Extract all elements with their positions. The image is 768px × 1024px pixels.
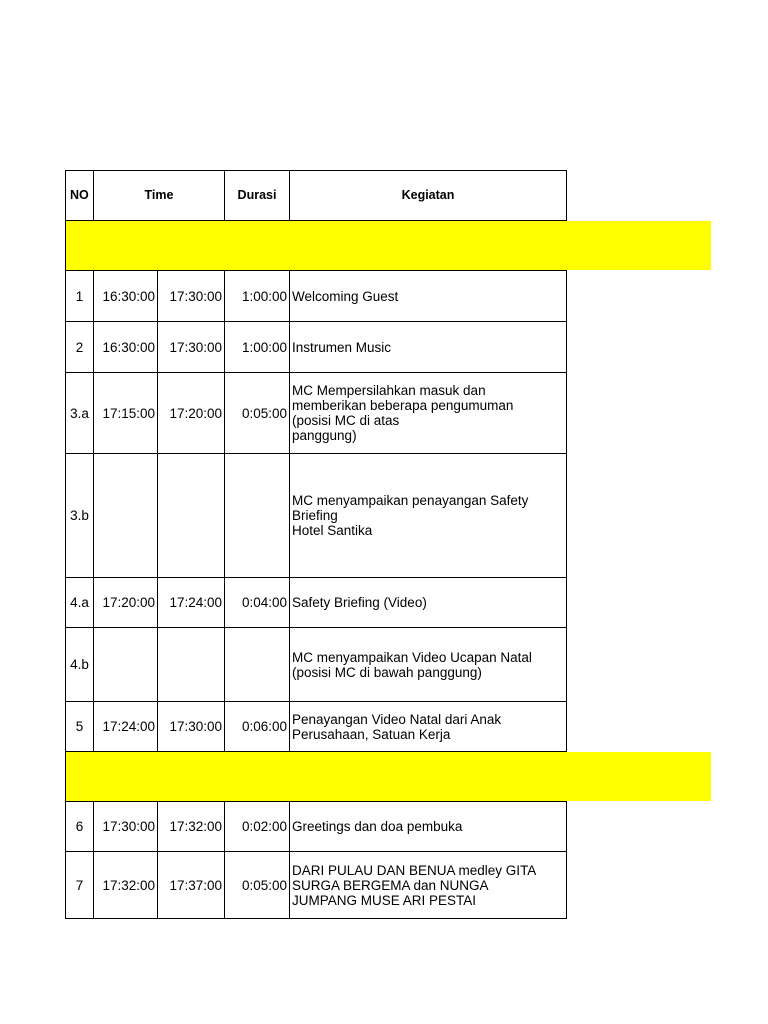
table-row: [66, 373, 711, 454]
row-no: 4.a: [66, 578, 94, 628]
table-row: [66, 628, 711, 702]
row-end-time: 17:37:00: [158, 852, 225, 919]
row-start-time: 17:20:00: [94, 578, 158, 628]
row-kegiatan: DARI PULAU DAN BENUA medley GITA SURGA BERGEMA dan NUNGA JUMPANG MUSE ARI PESTAI: [290, 852, 567, 919]
row-end-time: 17:20:00: [158, 373, 225, 454]
header-spacer: [567, 171, 711, 221]
table-row: [66, 802, 711, 852]
schedule-sheet: [65, 170, 711, 919]
row-no: 4.b: [66, 628, 94, 702]
section-band: [66, 752, 711, 802]
row-durasi: 0:05:00: [225, 852, 290, 919]
row-durasi: 0:02:00: [225, 802, 290, 852]
row-start-time: [94, 454, 158, 578]
row-durasi: 1:00:00: [225, 271, 290, 322]
row-kegiatan: MC menyampaikan penayangan Safety Briefing Hotel Santika: [290, 454, 567, 578]
row-no: 3.b: [66, 454, 94, 578]
section-band-cell: [66, 752, 711, 802]
row-kegiatan: Welcoming Guest: [290, 271, 567, 322]
table-row: [66, 271, 711, 322]
header-durasi: Durasi: [225, 171, 290, 221]
header-no: NO: [66, 171, 94, 221]
row-durasi: 0:06:00: [225, 702, 290, 752]
header-row: [66, 171, 711, 221]
row-durasi: [225, 628, 290, 702]
table-row: [66, 454, 711, 578]
row-no: 6: [66, 802, 94, 852]
row-end-time: 17:30:00: [158, 322, 225, 373]
section-band: [66, 221, 711, 271]
row-no: 2: [66, 322, 94, 373]
row-end-time: [158, 454, 225, 578]
row-end-time: 17:32:00: [158, 802, 225, 852]
row-end-time: [158, 628, 225, 702]
section-band-cell: [66, 221, 711, 271]
table-row: [66, 578, 711, 628]
row-no: 1: [66, 271, 94, 322]
row-no: 7: [66, 852, 94, 919]
row-durasi: 0:04:00: [225, 578, 290, 628]
row-end-time: 17:30:00: [158, 271, 225, 322]
table-row: [66, 702, 711, 752]
row-no: 3.a: [66, 373, 94, 454]
row-start-time: [94, 628, 158, 702]
row-no: 5: [66, 702, 94, 752]
row-kegiatan: Greetings dan doa pembuka: [290, 802, 567, 852]
row-kegiatan: MC menyampaikan Video Ucapan Natal (posisi MC di bawah panggung): [290, 628, 567, 702]
table-row: [66, 852, 711, 919]
row-start-time: 17:15:00: [94, 373, 158, 454]
row-start-time: 17:30:00: [94, 802, 158, 852]
header-time: Time: [94, 171, 225, 221]
row-start-time: 16:30:00: [94, 322, 158, 373]
row-durasi: 1:00:00: [225, 322, 290, 373]
schedule-table: [65, 170, 711, 919]
row-end-time: 17:24:00: [158, 578, 225, 628]
row-start-time: 16:30:00: [94, 271, 158, 322]
row-kegiatan: Instrumen Music: [290, 322, 567, 373]
row-start-time: 17:32:00: [94, 852, 158, 919]
row-end-time: 17:30:00: [158, 702, 225, 752]
row-kegiatan: Safety Briefing (Video): [290, 578, 567, 628]
row-kegiatan: Penayangan Video Natal dari Anak Perusahaan, Satuan Kerja: [290, 702, 567, 752]
row-kegiatan: MC Mempersilahkan masuk dan memberikan beberapa pengumuman (posisi MC di atas panggung): [290, 373, 567, 454]
table-row: [66, 322, 711, 373]
row-durasi: 0:05:00: [225, 373, 290, 454]
header-kegiatan: Kegiatan: [290, 171, 567, 221]
row-durasi: [225, 454, 290, 578]
row-start-time: 17:24:00: [94, 702, 158, 752]
